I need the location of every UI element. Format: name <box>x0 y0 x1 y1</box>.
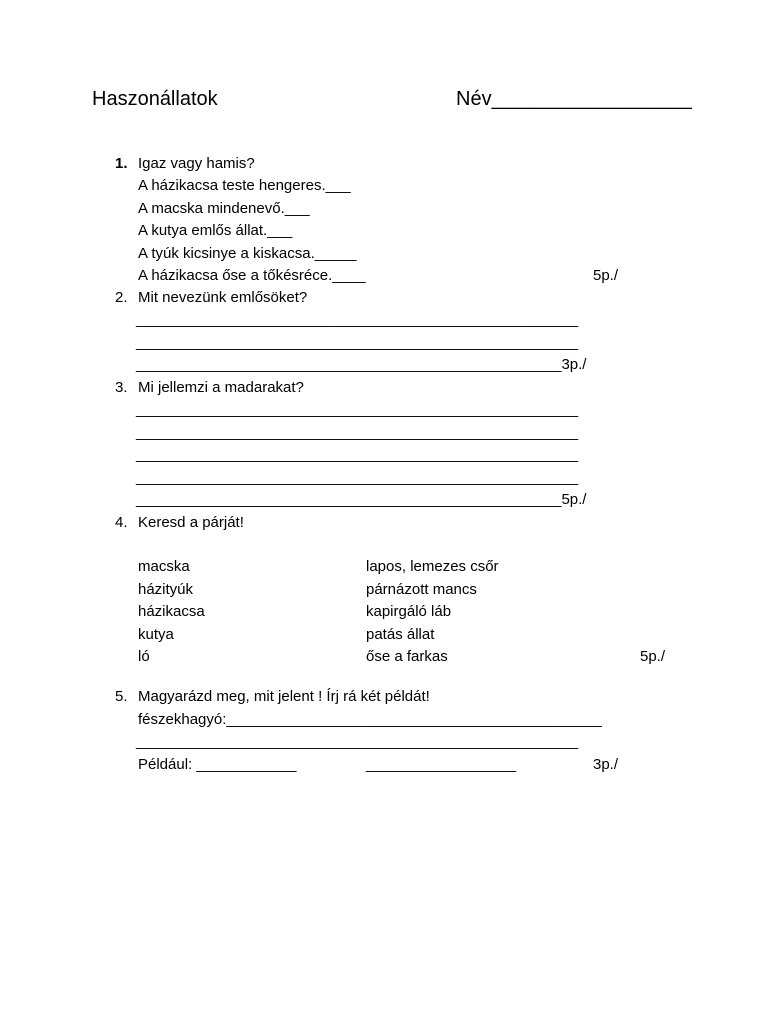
question-1-number: 1. <box>115 155 128 172</box>
q3-answer-line-4: _____________________________________________________ <box>136 469 579 486</box>
q2-answer-line-3: ___________________________________________________3p./ <box>136 356 587 373</box>
question-2-number: 2. <box>115 289 128 306</box>
q4-right-item-3: kapirgáló láb <box>366 603 452 620</box>
q3-answer-line-5: ___________________________________________________5p./ <box>136 491 587 508</box>
question-3-text: Mi jellemzi a madarakat? <box>138 379 304 396</box>
q4-left-item-3: házikacsa <box>138 603 205 620</box>
q4-left-item-1: macska <box>138 558 190 575</box>
q5-example-blank: __________________ <box>366 756 517 773</box>
q4-left-item-5: ló <box>138 648 150 665</box>
q4-right-item-4: patás állat <box>366 626 435 643</box>
q5-answer-line: _____________________________________________________ <box>136 733 579 750</box>
q1-statement-4: A tyúk kicsinye a kiskacsa._____ <box>138 245 357 262</box>
q1-statement-1: A házikacsa teste hengeres.___ <box>138 177 351 194</box>
question-4-text: Keresd a párját! <box>138 514 244 531</box>
name-field-label: Név__________________ <box>456 88 692 110</box>
q4-left-item-4: kutya <box>138 626 174 643</box>
q5-points: 3p./ <box>593 756 619 773</box>
q3-answer-line-3: _____________________________________________________ <box>136 446 579 463</box>
q1-statement-2: A macska mindenevő.___ <box>138 200 310 217</box>
q1-statement-5: A házikacsa őse a tőkésréce.____ <box>138 267 366 284</box>
q4-right-item-1: lapos, lemezes csőr <box>366 558 499 575</box>
worksheet-title: Haszonállatok <box>92 88 218 110</box>
q3-answer-line-1: _____________________________________________________ <box>136 401 579 418</box>
q4-right-item-5: őse a farkas <box>366 648 448 665</box>
question-1-text: Igaz vagy hamis? <box>138 155 255 172</box>
question-5-text: Magyarázd meg, mit jelent ! Írj rá két példát! <box>138 688 430 705</box>
q4-right-item-2: párnázott mancs <box>366 581 477 598</box>
q4-left-item-2: házityúk <box>138 581 194 598</box>
q2-answer-line-2: _____________________________________________________ <box>136 334 579 351</box>
q1-statement-3: A kutya emlős állat.___ <box>138 222 293 239</box>
q4-points: 5p./ <box>640 648 666 665</box>
question-5-number: 5. <box>115 688 128 705</box>
q1-points: 5p./ <box>593 267 619 284</box>
q5-example-label: Például: ____________ <box>138 756 297 773</box>
question-2-text: Mit nevezünk emlősöket? <box>138 289 308 306</box>
q5-definition-line: fészekhagyó:_____________________________________________ <box>138 711 602 728</box>
q2-answer-line-1: _____________________________________________________ <box>136 311 579 328</box>
question-3-number: 3. <box>115 379 128 396</box>
q3-answer-line-2: _____________________________________________________ <box>136 424 579 441</box>
question-4-number: 4. <box>115 514 128 531</box>
